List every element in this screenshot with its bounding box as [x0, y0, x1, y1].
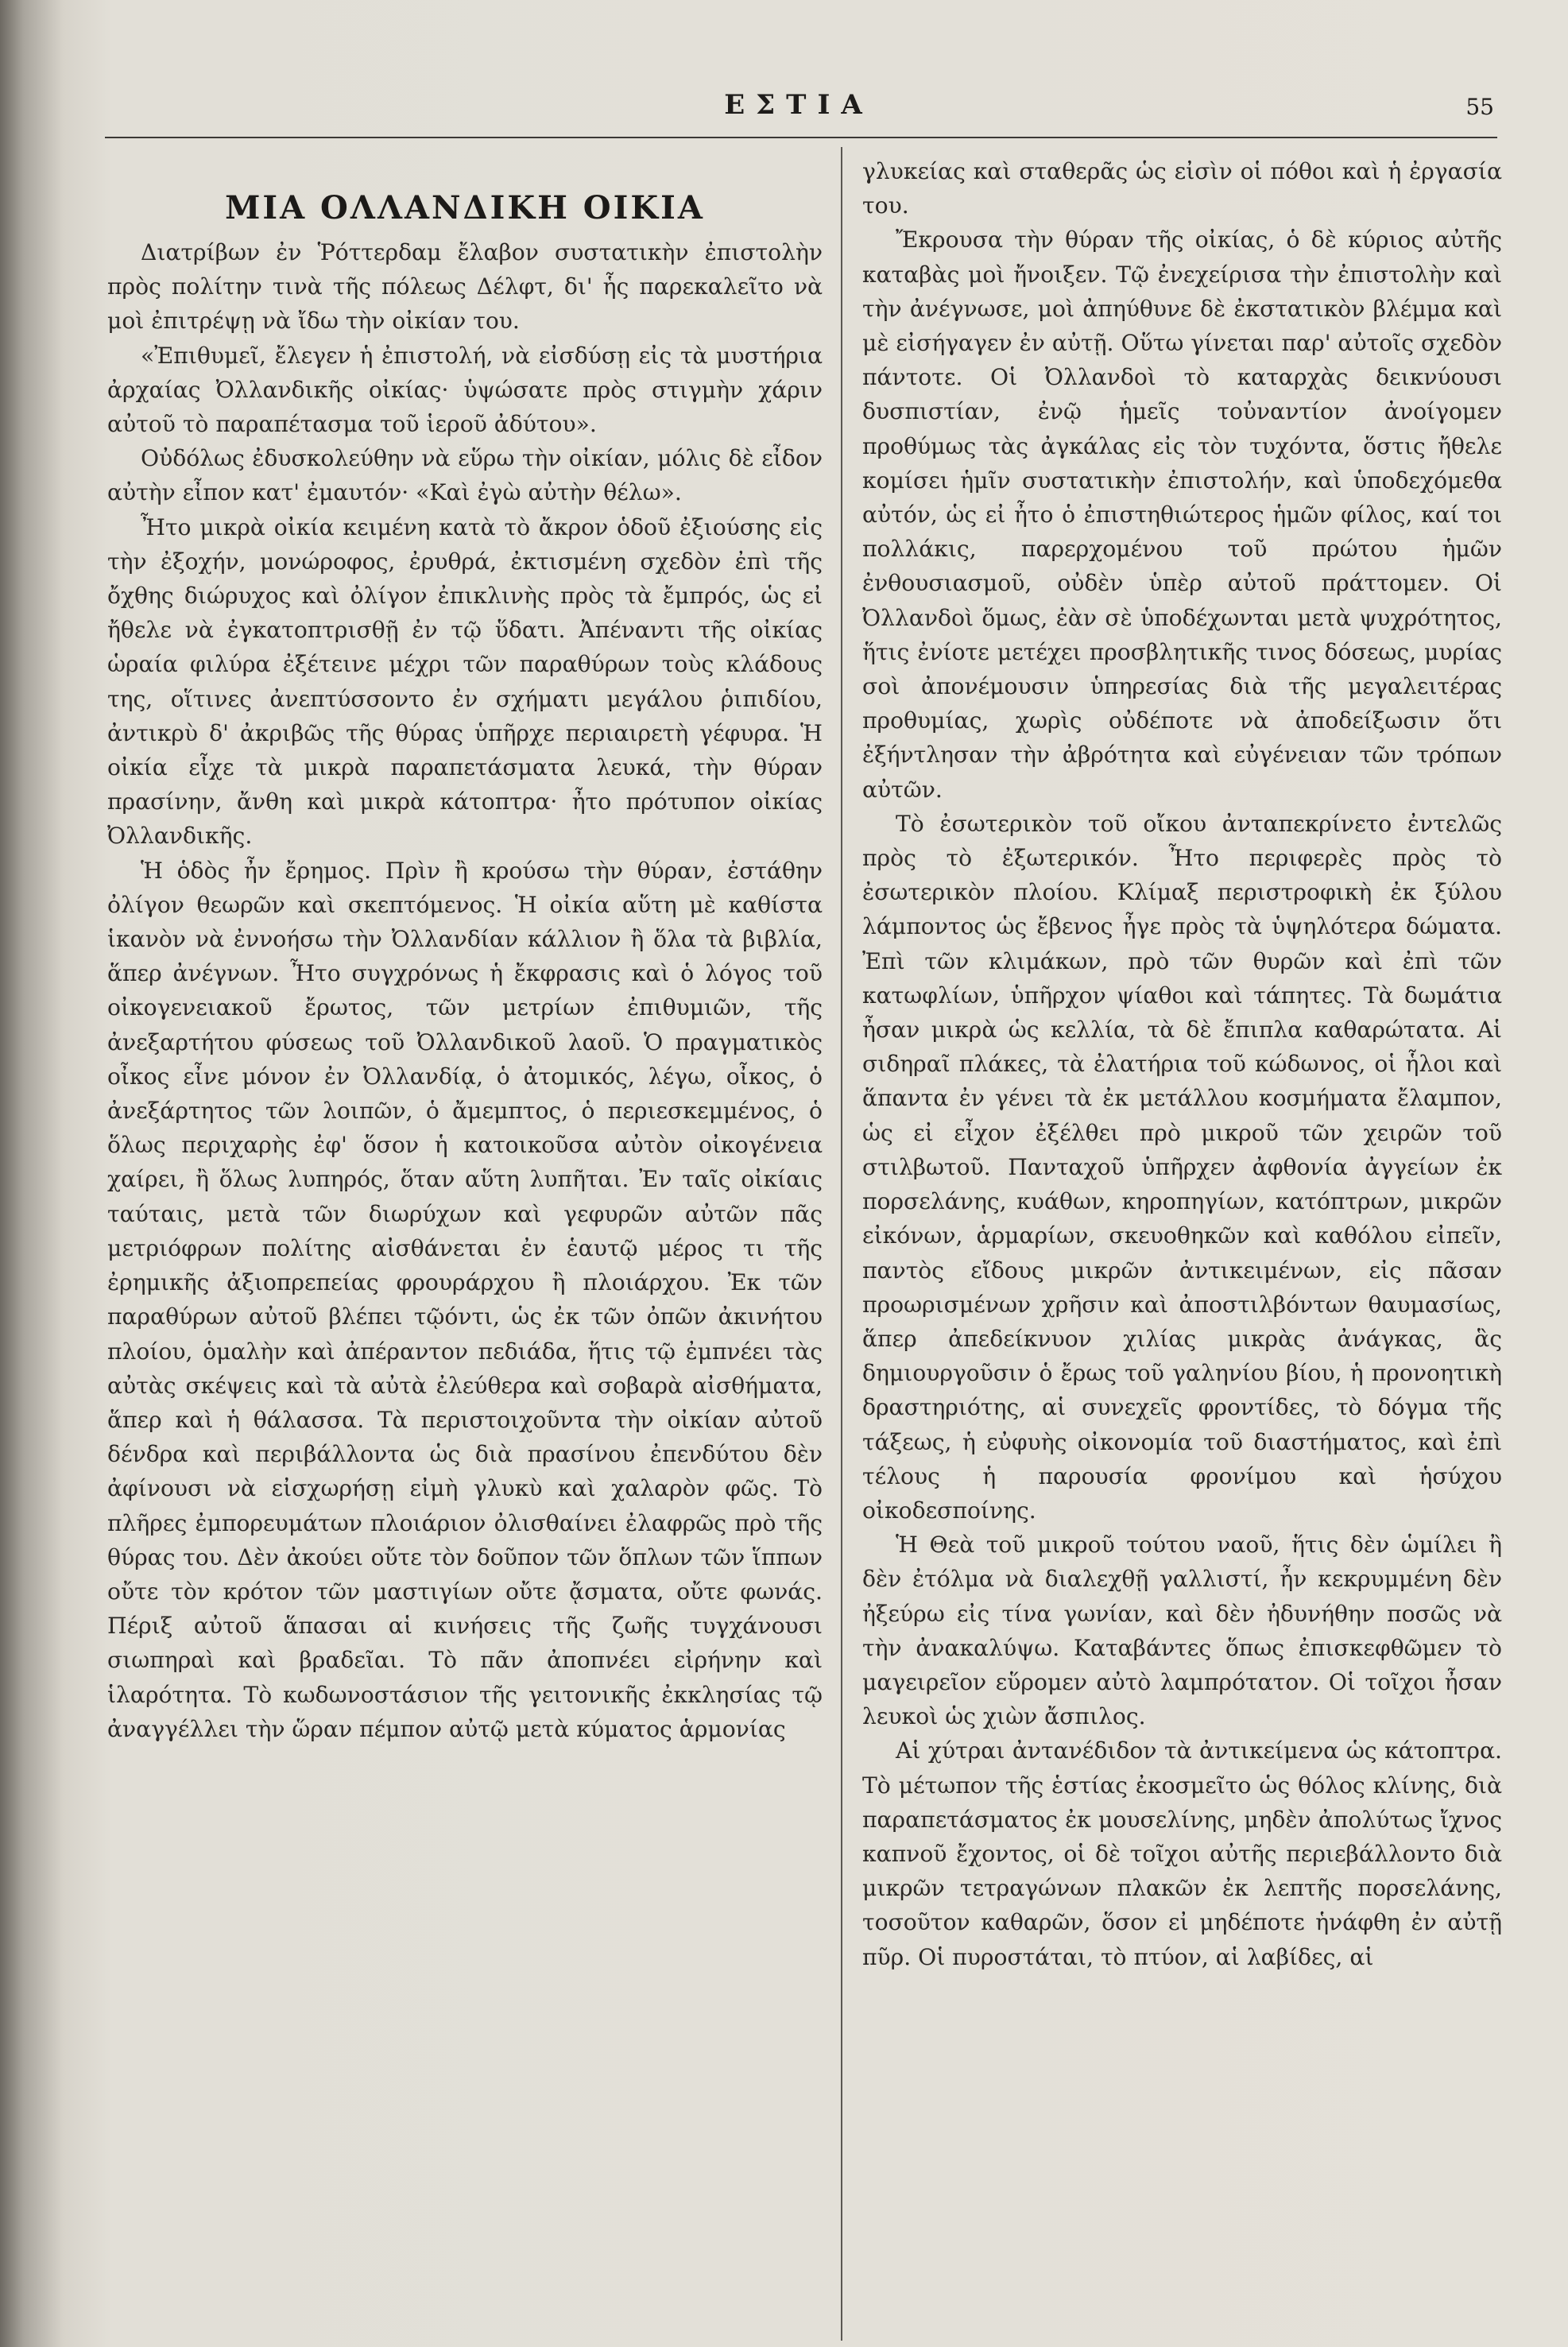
masthead: [95, 86, 1502, 134]
paragraph: Οὐδόλως ἐδυσκολεύθην νὰ εὕρω τὴν οἰκίαν, μόλις δὲ εἶδον αὐτὴν εἶπον κατ' ἐμαυτόν· «Καὶ ἐγὼ αὐτὴν θέλω».: [107, 445, 823, 506]
journal-title: ΕΣΤΙΑ: [724, 89, 873, 121]
paragraph: γλυκείας καὶ σταθερᾶς ὡς εἰσὶν οἱ πόθοι καὶ ἡ ἐργασία του.: [862, 158, 1502, 219]
paragraph: Ἡ Θεὰ τοῦ μικροῦ τούτου ναοῦ, ἥτις δὲν ὡμίλει ἢ δὲν ἐτόλμα νὰ διαλεχθῇ γαλλιστί, ἦν κεκρυμμένη δὲν ἠξεύρω εἰς τίνα γωνίαν, καὶ δὲν ἠδυνήθην ποσῶς νὰ τὴν ἀνακαλύψω. Καταβάντες ὅπως ἐπισκεφθῶμεν τὸ μαγειρεῖον εὕρομεν αὐτὸ λαμπρότατον. Οἱ τοῖχοι ἦσαν λευκοὶ ὡς χιὼν ἄσπιλος.: [862, 1532, 1502, 1730]
header-rule: [105, 137, 1497, 138]
paragraph: Διατρίβων ἐν Ῥόττερδαμ ἔλαβον συστατικὴν ἐπιστολὴν πρὸς πολίτην τινὰ τῆς πόλεως Δέλφτ, δι' ἧς παρεκαλεῖτο νὰ μοὶ ἐπιτρέψῃ νὰ ἴδω τὴν οἰκίαν του.: [107, 239, 823, 335]
right-column: [862, 154, 1502, 1974]
paragraph: Ἡ ὁδὸς ἦν ἔρημος. Πρὶν ἢ κρούσω τὴν θύραν, ἐστάθην ὀλίγον θεωρῶν καὶ σκεπτόμενος. Ἡ οἰκία αὕτη μὲ καθίστα ἱκανὸν νὰ ἐννοήσω τὴν Ὀλλανδίαν κάλλιον ἢ ὅλα τὰ βιβλία, ἅπερ ἀνέγνων. Ἦτο συγχρόνως ἡ ἔκφρασις καὶ ὁ λόγος τοῦ οἰκογενειακοῦ ἔρωτος, τῶν μετρίων ἐπιθυμιῶν, τῆς ἀνεξαρτήτου φύσεως τοῦ Ὀλλανδικοῦ λαοῦ. Ὁ πραγματικὸς οἶκος εἶνε μόνον ἐν Ὀλλανδίᾳ, ὁ ἀτομικός, λέγω, οἶκος, ὁ ἀνεξάρτητος τῶν λοιπῶν, ὁ ἄμεμπτος, ὁ περιεσκεμμένος, ὁ ὅλως περιχαρὴς ἐφ' ὅσον ἡ κατοικοῦσα αὐτὸν οἰκογένεια χαίρει, ἢ ὅλως λυπηρός, ὅταν αὕτη λυπῆται. Ἐν ταῖς οἰκίαις ταύταις, μετὰ τῶν διωρύχων καὶ γεφυρῶν αὐτῶν πᾶς μετριόφρων πολίτης αἰσθάνεται ἐν ἑαυτῷ μέρος τι τῆς ἐρημικῆς ἀξιοπρεπείας φρουράρχου ἢ πλοιάρχου. Ἐκ τῶν παραθύρων αὐτοῦ βλέπει τῷόντι, ὡς ἐκ τῶν ὀπῶν ἀκινήτου πλοίου, ὁμαλὴν καὶ ἀπέραντον πεδιάδα, ἥτις τῷ ἐμπνέει τὰς αὐτὰς σκέψεις καὶ τὰ αὐτὰ ἐλεύθερα καὶ σοβαρὰ αἰσθήματα, ἅπερ καὶ ἡ θάλασσα. Τὰ περιστοιχοῦντα τὴν οἰκίαν αὐτοῦ δένδρα καὶ περιβάλλοντα ὡς διὰ πρασίνου ἐπενδύτου δὲν ἀφίνουσι νὰ εἰσχωρήσῃ εἰμὴ γλυκὺ καὶ χαλαρὸν φῶς. Τὸ πλῆρες ἐμπορευμάτων πλοιάριον ὀλισθαίνει ἐλαφρῶς πρὸ τῆς θύρας του. Δὲν ἀκούει οὔτε τὸν δοῦπον τῶν ὅπλων τῶν ἵππων οὔτε τὸν κρότον τῶν μαστιγίων οὔτε ᾄσματα, οὔτε φωνάς. Πέριξ αὐτοῦ ἅπασαι αἱ κινήσεις τῆς ζωῆς τυγχάνουσι σιωπηραὶ καὶ βραδεῖαι. Τὸ πᾶν ἀποπνέει εἰρήνην καὶ ἱλαρότητα. Τὸ κωδωνοστάσιον τῆς γειτονικῆς ἐκκλησίας τῷ ἀναγγέλλει τὴν ὥραν πέμπον αὐτῷ μετὰ κύματος ἁρμονίας: [107, 857, 823, 1742]
page-number: 55: [1465, 94, 1494, 120]
paragraph: Ἔκρουσα τὴν θύραν τῆς οἰκίας, ὁ δὲ κύριος αὐτῆς καταβὰς μοὶ ἤνοιξεν. Τῷ ἐνεχείρισα τὴν ἐπιστολὴν καὶ τὴν ἀνέγνωσε, μοὶ ἀπηύθυνε δὲ ἐκστατικὸν βλέμμα καὶ μὲ εἰσήγαγεν ἐν αὐτῇ. Οὕτω γίνεται παρ' αὐτοῖς σχεδὸν πάντοτε. Οἱ Ὀλλανδοὶ τὸ καταρχὰς δεικνύουσι δυσπιστίαν, ἐνῷ ἡμεῖς τοὐναντίον ἀνοίγομεν προθύμως τὰς ἀγκάλας εἰς τὸν τυχόντα, ὅστις ἤθελε κομίσει ἡμῖν συστατικὴν ἐπιστολήν, καὶ ὑποδεχόμεθα αὐτόν, ὡς εἰ ἦτο ὁ ἐπιστηθιώτερος ἡμῶν φίλος, καί τοι πολλάκις, παρερχομένου τοῦ πρώτου ἡμῶν ἐνθουσιασμοῦ, οὐδὲν ὑπὲρ αὐτοῦ πράττομεν. Οἱ Ὀλλανδοὶ ὅμως, ἐὰν σὲ ὑποδέχωνται μετὰ ψυχρότητος, ἥτις ἐνίοτε μετέχει προσβλητικῆς τινος δόσεως, μυρίας σοὶ ἀπονέμουσιν ὑπηρεσίας διὰ τῆς μεγαλειτέρας προθυμίας, χωρὶς οὐδέποτε νὰ ἀποδείξωσιν ὅτι ἐξήντλησαν τὴν ἀβρότητα καὶ εὐγένειαν τῶν τρόπων αὐτῶν.: [862, 227, 1502, 803]
paragraph: Ἦτο μικρὰ οἰκία κειμένη κατὰ τὸ ἄκρον ὁδοῦ ἐξιούσης εἰς τὴν ἐξοχήν, μονώροφος, ἐρυθρά, ἐκτισμένη σχεδὸν ἐπὶ τῆς ὄχθης διώρυχος καὶ ὀλίγον ἐπικλινὴς πρὸς τὰ ἔμπρός, ὡς εἰ ἤθελε νὰ ἐγκατοπτρισθῇ ἐν τῷ ὕδατι. Ἀπέναντι τῆς οἰκίας ὡραία φιλύρα ἐξέτεινε μέχρι τῶν παραθύρων τοὺς κλάδους της, οἵτινες ἀνεπτύσσοντο ἐν σχήματι μεγάλου ῥιπιδίου, ἀντικρὺ δ' ἀκριβῶς τῆς θύρας ὑπῆρχε περιαιρετὴ γέφυρα. Ἡ οἰκία εἶχε τὰ μικρὰ παραπετάσματα λευκά, τὴν θύραν πρασίνην, ἄνθη καὶ μικρὰ κάτοπτρα· ἦτο πρότυπον οἰκίας Ὀλλανδικῆς.: [107, 513, 823, 850]
paragraph: Τὸ ἐσωτερικὸν τοῦ οἴκου ἀνταπεκρίνετο ἐντελῶς πρὸς τὸ ἐξωτερικόν. Ἦτο περιφερὲς πρὸς τὸ ἐσωτερικὸν πλοίου. Κλίμαξ περιστροφικὴ ἐκ ξύλου λάμποντος ὡς ἔβενος ἦγε πρὸς τὰ ὑψηλότερα δώματα. Ἐπὶ τῶν κλιμάκων, πρὸ τῶν θυρῶν καὶ ἐπὶ τῶν κατωφλίων, ὑπῆρχον ψίαθοι καὶ τάπητες. Τὰ δωμάτια ἦσαν μικρὰ ὡς κελλία, τὰ δὲ ἔπιπλα καθαρώτατα. Αἱ σιδηραῖ πλάκες, τὰ ἐλατήρια τοῦ κώδωνος, οἱ ἧλοι καὶ ἅπαντα ἐν γένει τὰ ἐκ μετάλλου κοσμήματα ἔλαμπον, ὡς εἰ εἶχον ἐξέλθει πρὸ μικροῦ τῶν χειρῶν τοῦ στιλβωτοῦ. Πανταχοῦ ὑπῆρχεν ἀφθονία ἀγγείων ἐκ πορσελάνης, κυάθων, κηροπηγίων, κατόπτρων, μικρῶν εἰκόνων, ἁρμαρίων, σκευοθηκῶν καὶ καθόλου εἰπεῖν, παντὸς εἴδους μικρῶν ἀντικειμένων, εἰς πᾶσαν προωρισμένων χρῆσιν καὶ ἀποστιλβόντων θαυμασίως, ἅπερ ἀπεδείκνυον χιλίας μικρὰς ἀνάγκας, ἃς δημιουργοῦσιν ὁ ἔρως τοῦ γαληνίου βίου, ἡ προνοητικὴ δραστηριότης, αἱ συνεχεῖς φροντίδες, τὸ δόγμα τῆς τάξεως, ἡ εὐφυὴς οἰκονομία τοῦ διαστήματος, καὶ ἐπὶ τέλους ἡ παρουσία φρονίμου καὶ ἡσύχου οἰκοδεσποίνης.: [862, 810, 1502, 1524]
column-divider: [841, 147, 842, 2341]
left-column: [107, 159, 823, 1746]
paragraph: Αἱ χύτραι ἀντανέδιδον τὰ ἀντικείμενα ὡς κάτοπτρα. Τὸ μέτωπον τῆς ἑστίας ἐκοσμεῖτο ὡς θόλος κλίνης, διὰ παραπετάσματος ἐκ μουσελίνης, μηδὲν ἀπολύτως ἴχνος καπνοῦ ἔχοντος, οἱ δὲ τοῖχοι αὐτῆς περιεβάλλοντο διὰ μικρῶν τετραγώνων πλακῶν ἐκ λεπτῆς πορσελάνης, τοσοῦτον καθαρῶν, ὅσον εἰ μηδέποτε ἡνάφθη ἐν αὐτῇ πῦρ. Οἱ πυροστάται, τὸ πτύον, αἱ λαβίδες, αἱ: [862, 1737, 1502, 1970]
article-title: ΜΙΑ ΟΛΛΑΝΔΙΚΗ ΟΙΚΙΑ: [225, 189, 705, 227]
paragraph: «Ἐπιθυμεῖ, ἔλεγεν ἡ ἐπιστολή, νὰ εἰσδύσῃ εἰς τὰ μυστήρια ἀρχαίας Ὀλλανδικῆς οἰκίας· ὑψώσατε πρὸς στιγμὴν χάριν αὐτοῦ τὸ παραπέτασμα τοῦ ἱεροῦ ἀδύτου».: [107, 342, 823, 438]
